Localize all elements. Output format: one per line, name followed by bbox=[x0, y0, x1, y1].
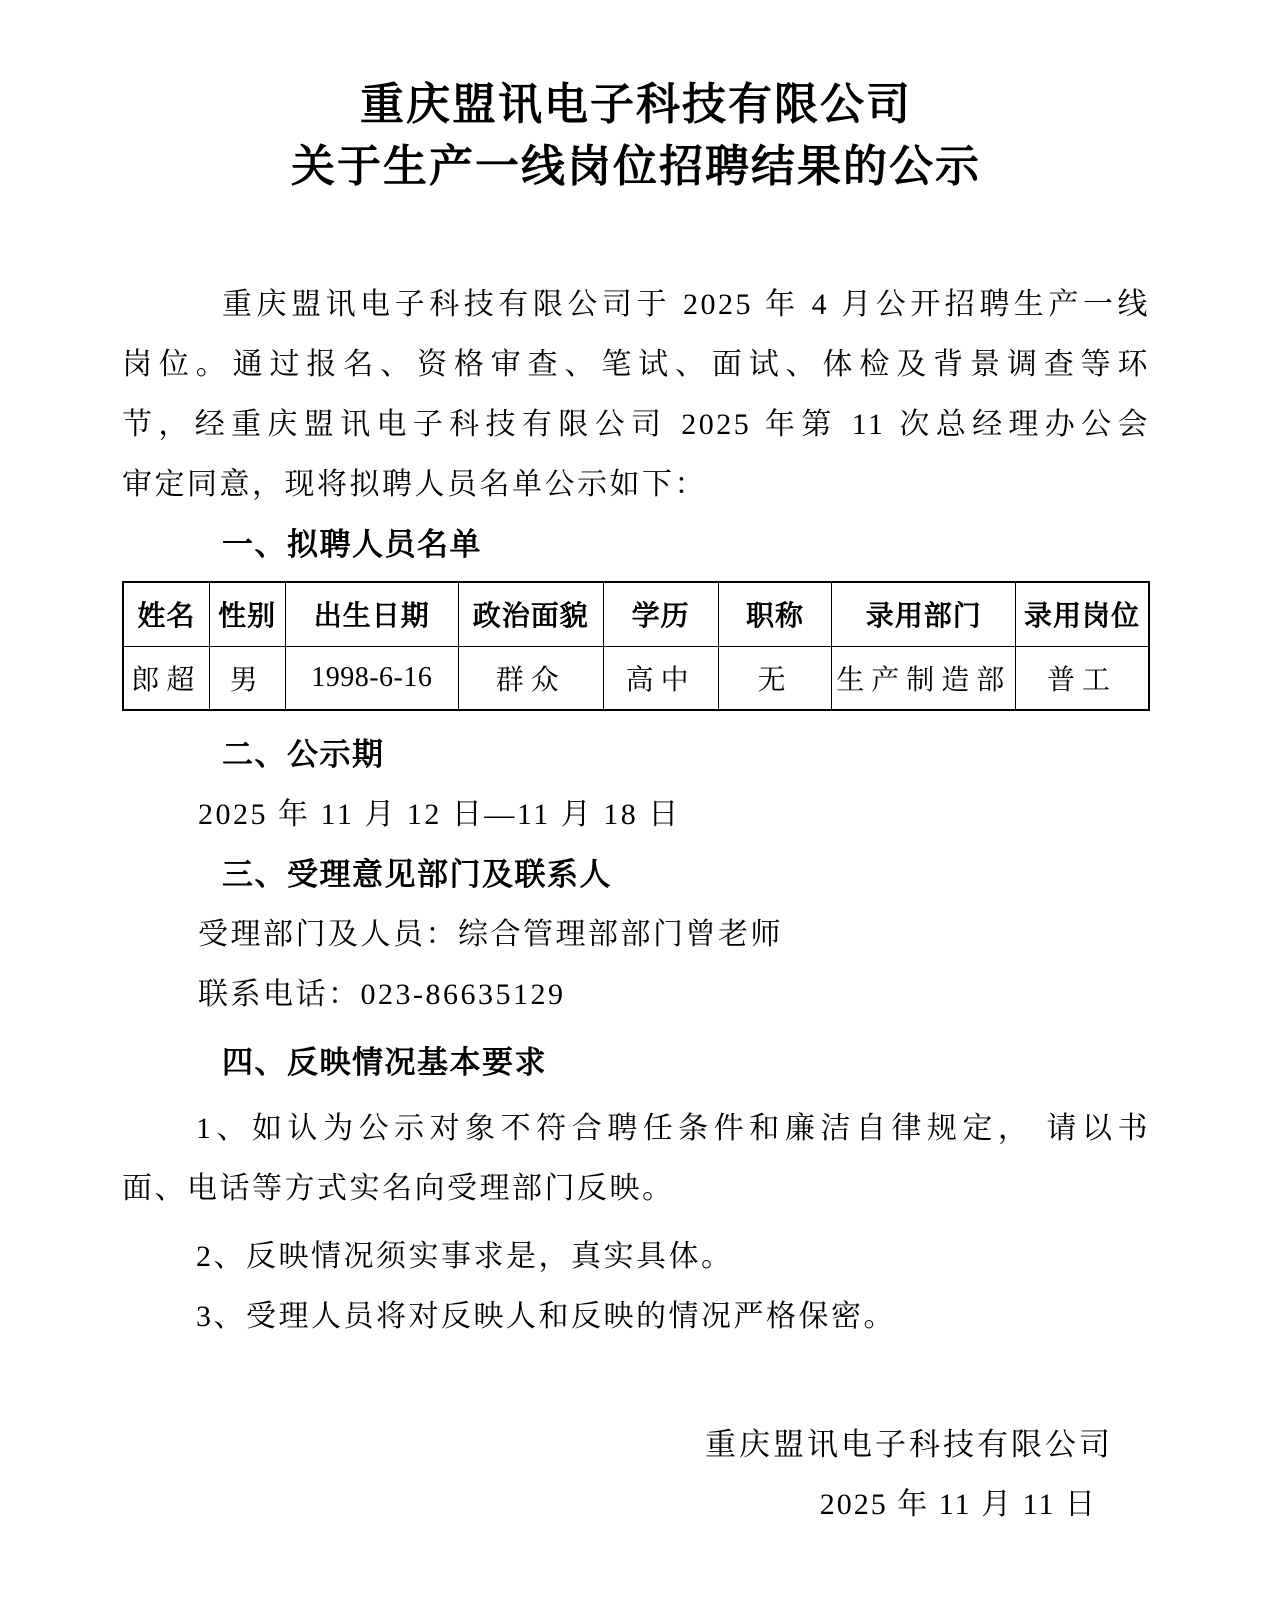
section-4-heading: 四、反映情况基本要求 bbox=[222, 1045, 547, 1080]
col-header-name: 姓名 bbox=[123, 582, 209, 646]
intro-line-3: 节，经重庆盟讯电子科技有限公司 2025 年第 11 次总经理办公会 bbox=[122, 408, 1150, 441]
col-header-political-status: 政治面貌 bbox=[458, 582, 603, 646]
col-header-job-title: 职称 bbox=[718, 582, 832, 646]
document-title bbox=[122, 74, 1150, 198]
section-1-heading: 一、拟聘人员名单 bbox=[222, 527, 482, 562]
cell-gender: 男 bbox=[209, 646, 285, 710]
intro-line-1: 重庆盟讯电子科技有限公司于 2025 年 4 月公开招聘生产一线 bbox=[222, 288, 1150, 321]
requirement-item-3: 3、受理人员将对反映人和反映的情况严格保密。 bbox=[196, 1300, 896, 1333]
intro-paragraph bbox=[122, 275, 1150, 515]
requirement-item-1-line-1: 1、如认为公示对象不符合聘任条件和廉洁自律规定， 请以书 bbox=[196, 1112, 1150, 1145]
section-3-heading: 三、受理意见部门及联系人 bbox=[222, 857, 612, 892]
signature-date: 2025 年 11 月 11 日 bbox=[819, 1488, 1097, 1521]
col-header-department: 录用部门 bbox=[832, 582, 1016, 646]
section-2-heading: 二、公示期 bbox=[222, 737, 385, 772]
col-header-birth-date: 出生日期 bbox=[285, 582, 458, 646]
intro-line-2: 岗位。通过报名、资格审查、笔试、面试、体检及背景调查等环 bbox=[122, 348, 1150, 381]
table-header-row bbox=[123, 582, 1149, 646]
cell-education: 高中 bbox=[603, 646, 718, 710]
signature-block bbox=[122, 1415, 1150, 1535]
col-header-gender: 性别 bbox=[209, 582, 285, 646]
requirement-item-1 bbox=[122, 1099, 1150, 1219]
title-line-2: 关于生产一线岗位招聘结果的公示 bbox=[291, 142, 981, 191]
requirement-item-2: 2、反映情况须实事求是，真实具体。 bbox=[196, 1240, 734, 1273]
table-row bbox=[123, 646, 1149, 710]
contact-phone-line: 联系电话：023-86635129 bbox=[198, 978, 566, 1011]
title-line-1: 重庆盟讯电子科技有限公司 bbox=[360, 80, 912, 129]
cell-position: 普工 bbox=[1016, 646, 1149, 710]
signature-company: 重庆盟讯电子科技有限公司 bbox=[705, 1427, 1113, 1462]
cell-name: 郎超 bbox=[123, 646, 209, 710]
col-header-position: 录用岗位 bbox=[1016, 582, 1149, 646]
cell-job-title: 无 bbox=[718, 646, 832, 710]
intro-line-4: 审定同意，现将拟聘人员名单公示如下： bbox=[122, 468, 707, 501]
requirement-item-1-line-2: 面、电话等方式实名向受理部门反映。 bbox=[122, 1172, 675, 1205]
candidates-table bbox=[122, 581, 1150, 711]
accepting-department-line: 受理部门及人员：综合管理部部门曾老师 bbox=[198, 918, 783, 951]
cell-political-status: 群众 bbox=[458, 646, 603, 710]
cell-birth-date: 1998-6-16 bbox=[285, 646, 458, 710]
publicity-period: 2025 年 11 月 12 日—11 月 18 日 bbox=[198, 798, 681, 831]
col-header-education: 学历 bbox=[603, 582, 718, 646]
cell-department: 生产制造部 bbox=[832, 646, 1016, 710]
